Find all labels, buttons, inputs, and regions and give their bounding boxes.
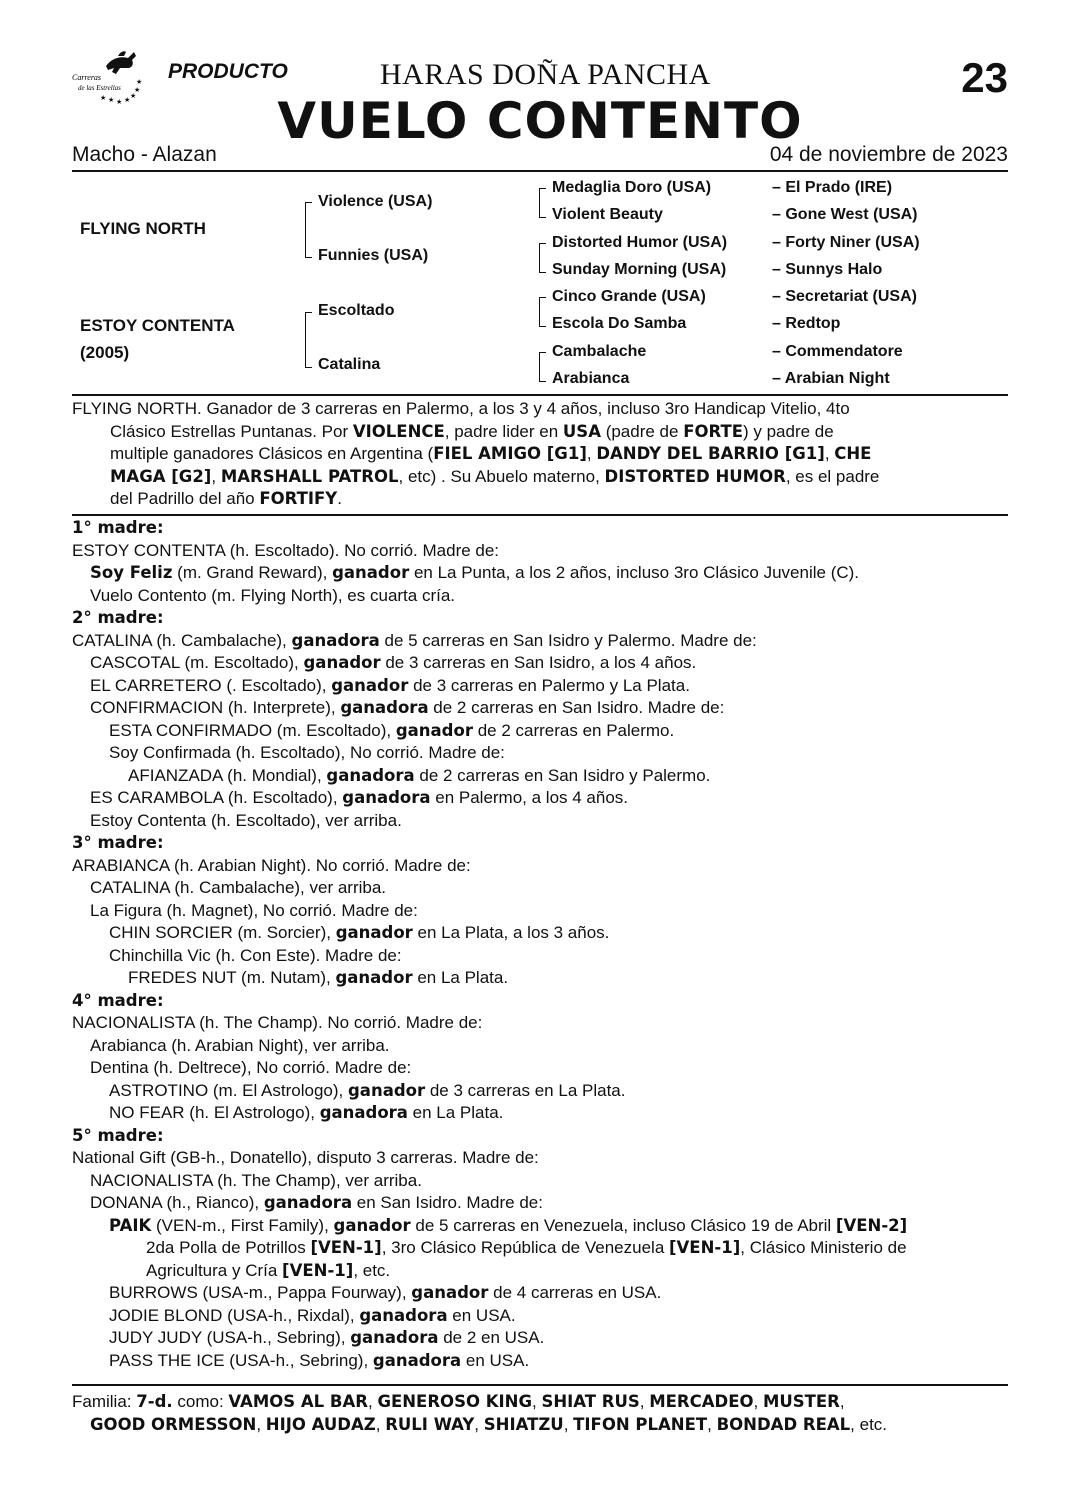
pedigree-entry: Sunday Morning (USA): [552, 261, 727, 278]
pedigree-entry: Gone West (USA): [785, 206, 918, 223]
pedigree-row: – Arabian Night: [772, 370, 890, 387]
text-line: EL CARRETERO (. Escoltado), ganador de 3 carreras en Palermo y La Plata.: [90, 675, 690, 695]
pedigree-row: – Commendatore: [772, 343, 903, 360]
text-line: CONFIRMACION (h. Interprete), ganadora de 2 carreras en San Isidro. Madre de:: [90, 698, 725, 717]
comment-rule: [72, 514, 1008, 516]
text-line: DONANA (h., Rianco), ganadora en San Isidro. Madre de:: [90, 1193, 543, 1212]
svg-text:Carreras: Carreras: [72, 73, 102, 82]
svg-text:★: ★: [124, 97, 131, 104]
pedigree-entry: Medaglia Doro (USA): [552, 179, 712, 196]
pedigree-entry: Funnies (USA): [318, 247, 429, 264]
text-line: ES CARAMBOLA (h. Escoltado), ganadora en Palermo, a los 4 años.: [90, 788, 629, 807]
text-line: ESTOY CONTENTA (h. Escoltado). No corrió. Madre de:: [72, 540, 500, 560]
header-rule: [72, 170, 1008, 172]
pedigree-row: – Forty Niner (USA): [772, 234, 920, 251]
pedigree-entry: Secretariat (USA): [785, 288, 917, 305]
dam-name: ESTOY CONTENTA: [80, 316, 235, 335]
text-line: JODIE BLOND (USA-h., Rixdal), ganadora en USA.: [109, 1305, 516, 1325]
pedigree-row: – Gone West (USA): [772, 206, 918, 223]
pedigree-entry: Violent Beauty: [552, 206, 663, 223]
pedigree-row: – Redtop: [772, 315, 841, 332]
dam-heading: 4° madre:: [72, 990, 164, 1010]
text-line: Estoy Contenta (h. Escoltado), ver arriba.: [90, 810, 402, 830]
pedigree-entry: Escola Do Samba: [552, 315, 687, 332]
text-line: Vuelo Contento (m. Flying North), es cuarta cría.: [90, 585, 456, 605]
pedigree-bracket: [539, 243, 546, 273]
pedigree-rule: [72, 394, 1008, 396]
pedigree-bracket: [539, 352, 546, 382]
svg-text:★: ★: [100, 95, 107, 102]
text-line: MAGA [G2], MARSHALL PATROL, etc) . Su Abuelo materno, DISTORTED HUMOR, es el padre: [110, 466, 880, 486]
pedigree-row: – El Prado (IRE): [772, 179, 893, 196]
pedigree-entry: Arabianca: [552, 370, 630, 387]
pedigree-bracket: [539, 188, 546, 218]
horse-name: VUELO CONTENTO: [277, 92, 803, 150]
text-line: FLYING NORTH. Ganador de 3 carreras en Palermo, a los 3 y 4 años, incluso 3ro Handicap Vitelio, 4to: [72, 399, 850, 418]
text-line: NACIONALISTA (h. The Champ), ver arriba.: [90, 1170, 422, 1190]
text-line: ASTROTINO (m. El Astrologo), ganador de 3 carreras en La Plata.: [109, 1080, 626, 1100]
text-line: JUDY JUDY (USA-h., Sebring), ganadora de 2 en USA.: [109, 1328, 545, 1347]
text-line: Soy Feliz (m. Grand Reward), ganador en La Punta, a los 2 años, incluso 3ro Clásico Juvenile (C).: [90, 563, 860, 582]
text-line: NACIONALISTA (h. The Champ). No corrió. Madre de:: [72, 1013, 483, 1032]
text-line: PASS THE ICE (USA-h., Sebring), ganadora en USA.: [109, 1350, 530, 1370]
svg-text:★: ★: [130, 93, 137, 100]
pedigree-entry: Cambalache: [552, 343, 647, 360]
text-line: Arabianca (h. Arabian Night), ver arriba.: [90, 1035, 390, 1055]
dam-heading: 2° madre:: [72, 608, 164, 627]
text-line: CHIN SORCIER (m. Sorcier), ganador en La Plata, a los 3 años.: [109, 923, 610, 942]
pedigree-bracket: [305, 202, 312, 258]
pedigree-entry: Arabian Night: [784, 370, 890, 387]
pedigree-entry: Violence (USA): [318, 193, 433, 210]
text-line: ARABIANCA (h. Arabian Night). No corrió. Madre de:: [72, 855, 471, 875]
svg-text:★: ★: [108, 97, 115, 104]
text-line: Soy Confirmada (h. Escoltado), No corrió. Madre de:: [109, 743, 505, 762]
pedigree-entry: Sunnys Halo: [785, 261, 883, 278]
text-line: CATALINA (h. Cambalache), ver arriba.: [90, 878, 387, 897]
text-line: del Padrillo del año FORTIFY.: [110, 489, 342, 508]
text-line: CASCOTAL (m. Escoltado), ganador de 3 carreras en San Isidro, a los 4 años.: [90, 653, 697, 672]
breeder-name: HARAS DOÑA PANCHA: [380, 58, 711, 91]
text-line: Familia: 7-d. como: VAMOS AL BAR, GENEROSO KING, SHIAT RUS, MERCADEO, MUSTER,: [72, 1392, 845, 1411]
text-line: ESTA CONFIRMADO (m. Escoltado), ganador de 2 carreras en Palermo.: [109, 720, 675, 740]
text-line: CATALINA (h. Cambalache), ganadora de 5 carreras en San Isidro y Palermo. Madre de:: [72, 630, 757, 650]
sex-color: Macho - Alazan: [72, 143, 217, 166]
text-line: FREDES NUT (m. Nutam), ganador en La Plata.: [128, 968, 509, 987]
pedigree-entry: Catalina: [318, 356, 381, 373]
text-line: AFIANZADA (h. Mondial), ganadora de 2 carreras en San Isidro y Palermo.: [128, 765, 711, 785]
svg-text:★: ★: [116, 99, 123, 106]
pedigree-row: – Secretariat (USA): [772, 288, 917, 305]
dam-heading: 5° madre:: [72, 1125, 164, 1145]
text-line: GOOD ORMESSON, HIJO AUDAZ, RULI WAY, SHIATZU, TIFON PLANET, BONDAD REAL, etc.: [90, 1414, 888, 1434]
svg-text:★: ★: [134, 87, 141, 94]
dam-heading: 1° madre:: [72, 518, 164, 537]
pedigree-row: – Sunnys Halo: [772, 261, 883, 278]
dam-year: (2005): [80, 343, 130, 362]
text-line: Chinchilla Vic (h. Con Este). Madre de:: [109, 945, 402, 965]
lot-number: 23: [961, 54, 1008, 101]
text-line: PAIK (VEN-m., First Family), ganador de 5 carreras en Venezuela, incluso Clásico 19 de Abril [VEN-2]: [109, 1215, 908, 1235]
text-line: BURROWS (USA-m., Pappa Fourway), ganador de 4 carreras en USA.: [109, 1283, 662, 1302]
text-line: La Figura (h. Magnet), No corrió. Madre de:: [90, 900, 418, 920]
text-line: NO FEAR (h. El Astrologo), ganadora en La Plata.: [109, 1103, 504, 1122]
pedigree-entry: Escoltado: [318, 302, 395, 319]
svg-text:★: ★: [136, 79, 143, 86]
dam-heading: 3° madre:: [72, 833, 164, 852]
text-line: Agricultura y Cría [VEN-1], etc.: [146, 1260, 391, 1280]
pedigree-bracket: [539, 297, 546, 327]
section-label: PRODUCTO: [168, 60, 288, 83]
birth-date: 04 de noviembre de 2023: [769, 143, 1008, 166]
pedigree-entry: Redtop: [785, 315, 841, 332]
text-line: National Gift (GB-h., Donatello), disputo 3 carreras. Madre de:: [72, 1148, 539, 1167]
sire-name: FLYING NORTH: [80, 219, 206, 238]
text-line: multiple ganadores Clásicos en Argentina (FIEL AMIGO [G1], DANDY DEL BARRIO [G1], CHE: [110, 444, 872, 463]
pedigree-entry: Commendatore: [785, 343, 903, 360]
pedigree-bracket: [305, 312, 312, 368]
svg-text:de las Estrellas: de las Estrellas: [78, 84, 121, 92]
pedigree-entry: El Prado (IRE): [785, 179, 893, 196]
footer-rule: [72, 1384, 1008, 1386]
pedigree-entry: Cinco Grande (USA): [552, 288, 706, 305]
text-line: Clásico Estrellas Puntanas. Por VIOLENCE, padre lider en USA (padre de FORTE) y padre de: [110, 421, 834, 441]
text-line: Dentina (h. Deltrece), No corrió. Madre de:: [90, 1058, 412, 1077]
text-line: 2da Polla de Potrillos [VEN-1], 3ro Clásico República de Venezuela [VEN-1], Clásico Ministerio de: [146, 1238, 907, 1257]
pedigree-entry: Distorted Humor (USA): [552, 234, 728, 251]
pedigree-entry: Forty Niner (USA): [785, 234, 920, 251]
